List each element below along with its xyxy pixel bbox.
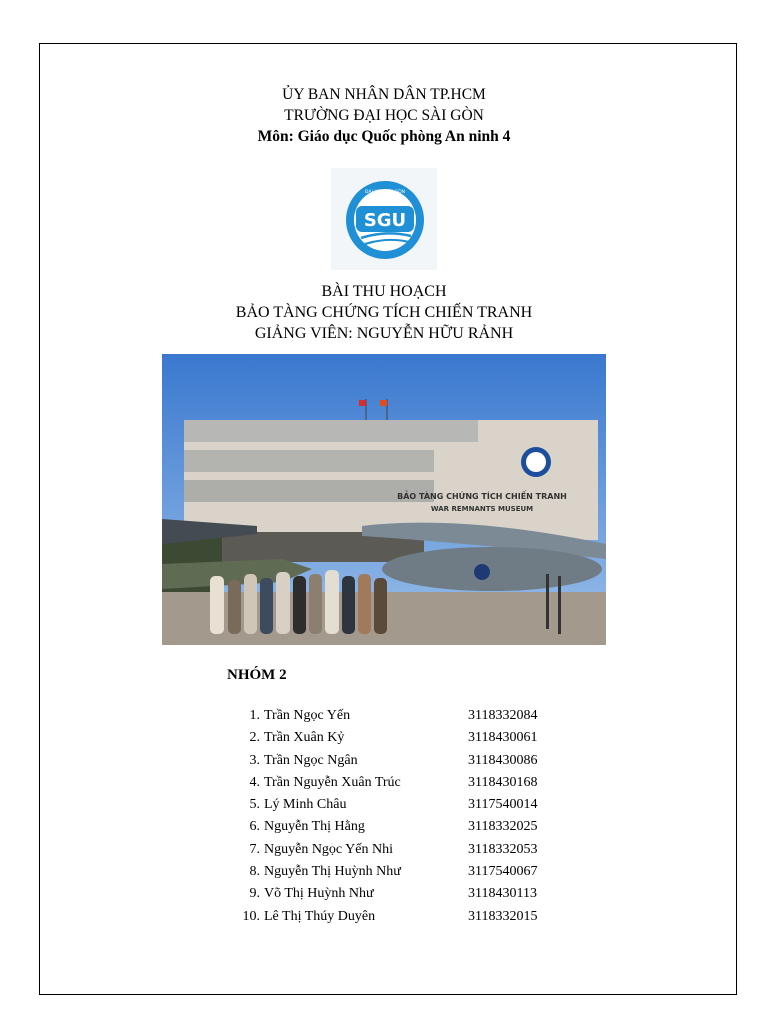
member-number: 5.	[249, 797, 260, 813]
member-number: 2.	[249, 730, 260, 746]
sgu-logo	[331, 168, 437, 270]
title-line-1: BÀI THU HOẠCH	[321, 283, 447, 300]
member-row	[240, 816, 570, 838]
member-student-id: 3117540014	[468, 797, 538, 813]
member-student-id: 3118332025	[468, 819, 538, 835]
university-name: TRƯỜNG ĐẠI HỌC SÀI GÒN	[284, 107, 484, 124]
member-student-id: 3118332015	[468, 908, 538, 924]
member-name: Lý Minh Châu	[264, 797, 347, 813]
museum-photo	[162, 354, 606, 645]
flag-icon	[380, 400, 387, 406]
logo-text: SGU	[363, 210, 407, 231]
member-number: 6.	[249, 819, 260, 835]
member-name: Nguyễn Ngọc Yến Nhi	[264, 841, 393, 857]
member-row	[240, 839, 570, 861]
member-number: 10.	[242, 908, 260, 924]
member-student-id: 3118430168	[468, 774, 538, 790]
member-name: Nguyễn Thị Huỳnh Như	[264, 864, 401, 880]
member-list	[240, 705, 570, 928]
member-student-id: 3117540067	[468, 864, 538, 880]
member-number: 1.	[249, 708, 260, 723]
museum-sign-vi: BẢO TÀNG CHỨNG TÍCH CHIẾN TRANH	[397, 492, 567, 501]
member-name: Trần Ngọc Yến	[264, 708, 351, 723]
document-header	[0, 84, 768, 147]
member-number: 7.	[249, 841, 260, 857]
member-name: Trần Ngọc Ngân	[264, 752, 358, 768]
member-row	[240, 705, 570, 727]
title-line-3: GIẢNG VIÊN: NGUYỄN HỮU RẢNH	[254, 325, 514, 342]
member-student-id: 3118430086	[468, 752, 538, 768]
member-name: Võ Thị Huỳnh Như	[264, 886, 374, 902]
report-title	[0, 281, 768, 344]
logo-ring-text: ĐẠI HỌC SÀI GÒN	[365, 190, 405, 195]
member-number: 3.	[249, 752, 260, 768]
committee-name: ỦY BAN NHÂN DÂN TP.HCM	[282, 86, 486, 103]
member-row	[240, 750, 570, 772]
member-row	[240, 794, 570, 816]
title-line-2: BẢO TÀNG CHỨNG TÍCH CHIẾN TRANH	[235, 304, 533, 321]
member-number: 8.	[249, 864, 260, 880]
member-number: 4.	[249, 774, 260, 790]
member-number: 9.	[249, 886, 260, 902]
member-row	[240, 883, 570, 905]
member-name: Trần Xuân Kỷ	[264, 730, 345, 746]
member-name: Nguyễn Thị Hằng	[264, 819, 365, 835]
member-row	[240, 772, 570, 794]
member-student-id: 3118430061	[468, 730, 538, 746]
subject-name: Môn: Giáo dục Quốc phòng An ninh 4	[257, 128, 511, 145]
member-row	[240, 906, 570, 928]
group-label: NHÓM 2	[227, 667, 287, 683]
flag-icon	[359, 400, 366, 406]
member-name: Lê Thị Thúy Duyên	[264, 908, 376, 924]
member-row	[240, 861, 570, 883]
member-student-id: 3118332084	[468, 708, 538, 723]
member-student-id: 3118430113	[468, 886, 537, 902]
member-name: Trần Nguyễn Xuân Trúc	[264, 774, 401, 790]
member-student-id: 3118332053	[468, 841, 538, 857]
member-row	[240, 727, 570, 749]
museum-sign-en: WAR REMNANTS MUSEUM	[430, 505, 534, 513]
